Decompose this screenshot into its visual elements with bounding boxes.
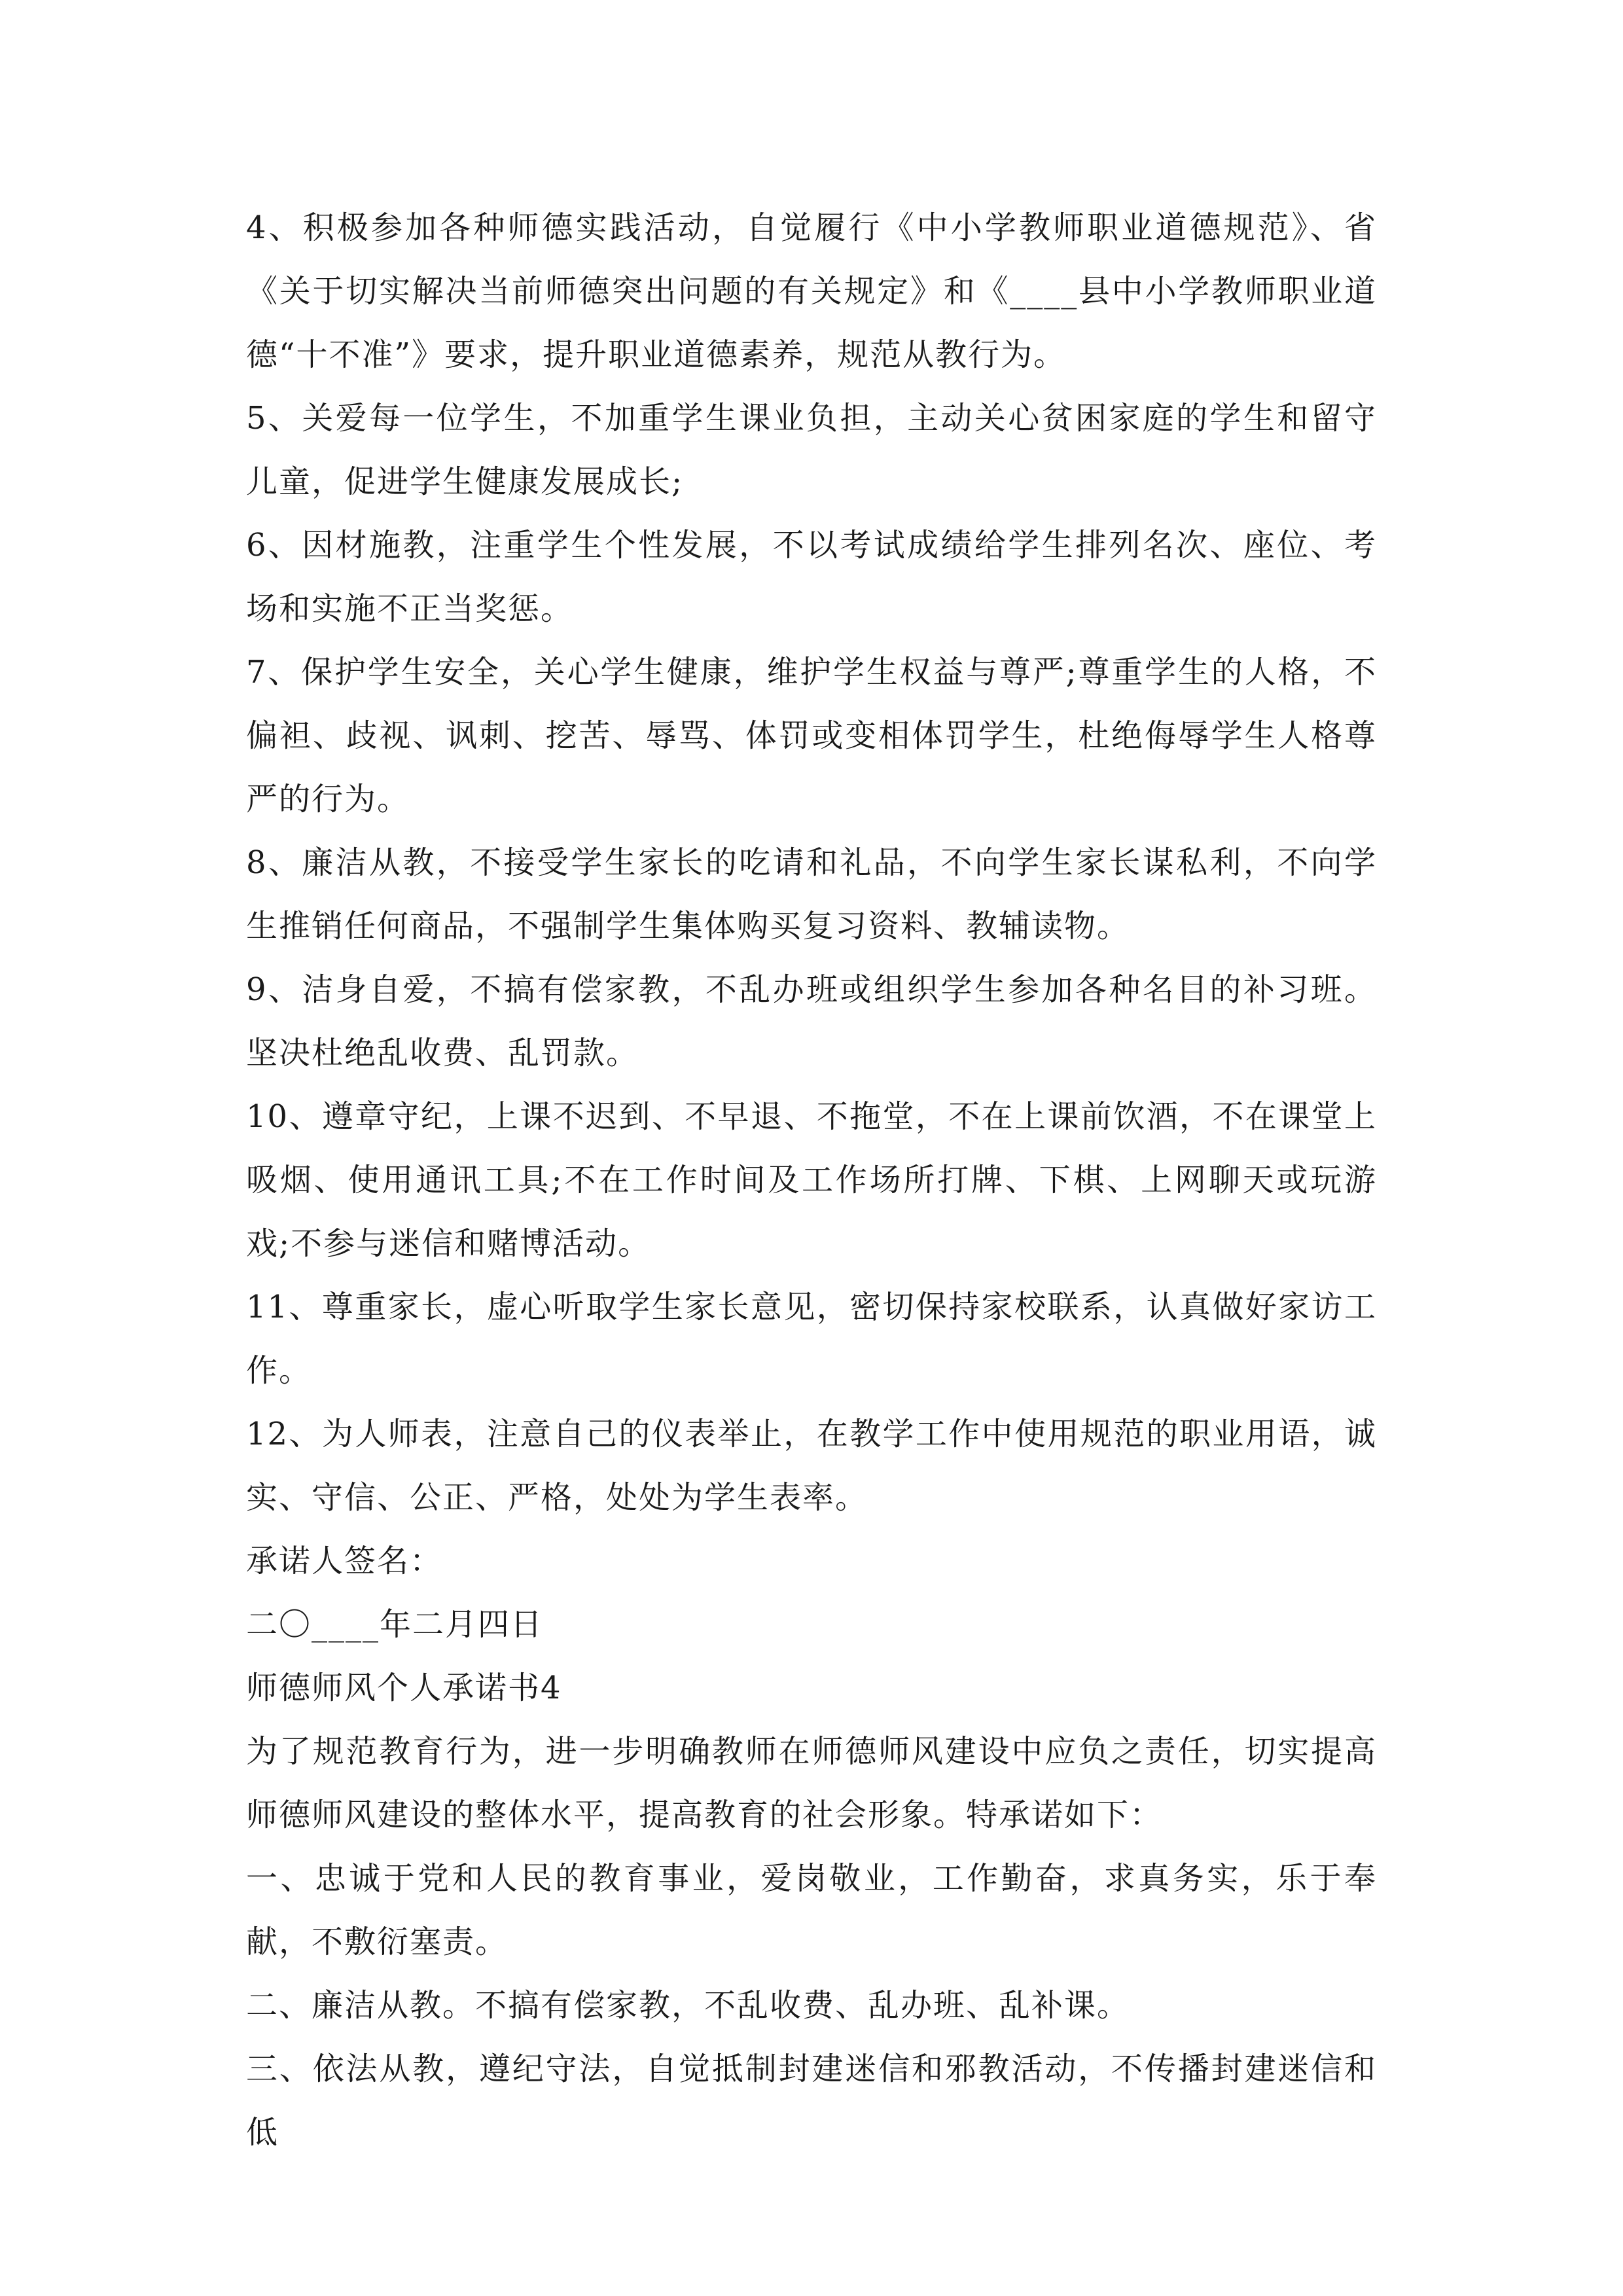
paragraph-item-11: 11、尊重家长，虚心听取学生家长意见，密切保持家校联系，认真做好家访工作。 [246,1289,1377,1389]
paragraph-item-7: 7、保护学生安全，关心学生健康，维护学生权益与尊严;尊重学生的人格，不偏袒、歧视、讽刺、挖苦、辱骂、体罚或变相体罚学生，杜绝侮辱学生人格尊严的行为。 [246,654,1377,817]
document-page [246,196,1377,2164]
section-title: 师德师风个人承诺书4 [246,1670,562,1706]
paragraph-item-6: 6、因材施教，注重学生个性发展，不以考试成绩给学生排列名次、座位、考场和实施不正当奖惩。 [246,527,1377,627]
pledge-item-3: 三、依法从教，遵纪守法，自觉抵制封建迷信和邪教活动，不传播封建迷信和低 [246,2051,1377,2151]
paragraph-item-4: 4、积极参加各种师德实践活动，自觉履行《中小学教师职业道德规范》、省《关于切实解决当前师德突出问题的有关规定》和《____县中小学教师职业道德“十不准”》要求，提升职业道德素养，规范从教行为。 [246,209,1377,373]
paragraph-item-10: 10、遵章守纪，上课不迟到、不早退、不拖堂，不在上课前饮酒，不在课堂上吸烟、使用通讯工具;不在工作时间及工作场所打牌、下棋、上网聊天或玩游戏;不参与迷信和赌博活动。 [246,1098,1377,1262]
signature-label: 承诺人签名： [246,1543,443,1579]
paragraph-item-12: 12、为人师表，注意自己的仪表举止，在教学工作中使用规范的职业用语，诚实、守信、公正、严格，处处为学生表率。 [246,1416,1377,1516]
paragraph-item-9: 9、洁身自爱，不搞有偿家教，不乱办班或组织学生参加各种名目的补习班。坚决杜绝乱收费、乱罚款。 [246,971,1377,1071]
pledge-item-2: 二、廉洁从教。不搞有偿家教，不乱收费、乱办班、乱补课。 [246,1987,1130,2024]
signature-date: 二〇____年二月四日 [246,1606,544,1643]
pledge-item-1: 一、忠诚于党和人民的教育事业，爱岗敬业，工作勤奋，求真务实，乐于奉献，不敷衍塞责。 [246,1860,1377,1960]
intro-paragraph: 为了规范教育行为，进一步明确教师在师德师风建设中应负之责任，切实提高师德师风建设的整体水平，提高教育的社会形象。特承诺如下： [246,1733,1377,1833]
paragraph-item-5: 5、关爱每一位学生，不加重学生课业负担，主动关心贫困家庭的学生和留守儿童，促进学生健康发展成长; [246,400,1377,500]
paragraph-item-8: 8、廉洁从教，不接受学生家长的吃请和礼品，不向学生家长谋私利，不向学生推销任何商品，不强制学生集体购买复习资料、教辅读物。 [246,844,1377,944]
